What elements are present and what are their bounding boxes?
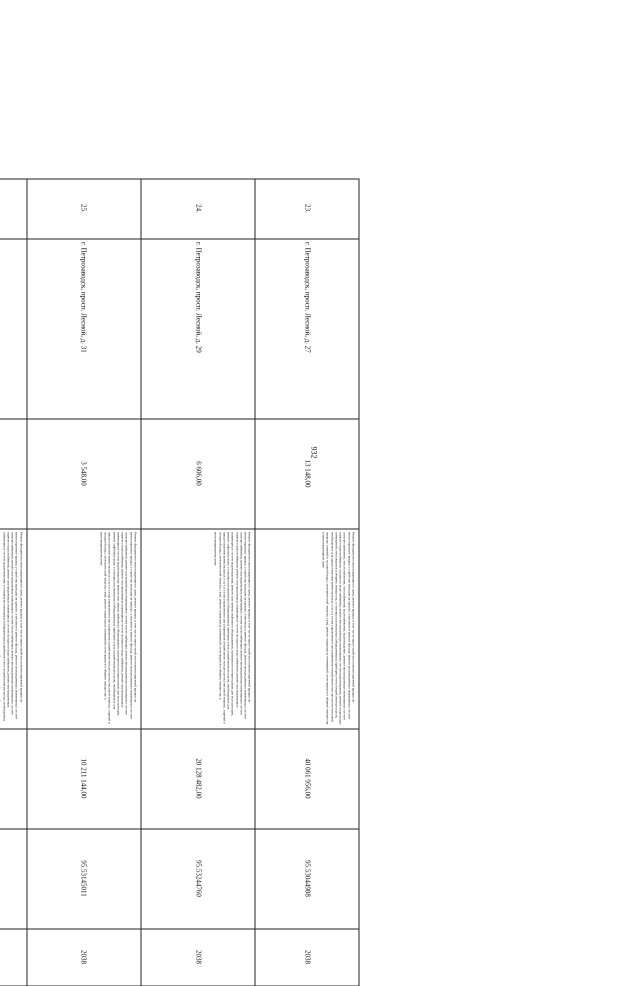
address-cell: г. Петрозаводск, просп. Лесной, д. 31 <box>27 239 141 419</box>
cost-cell: 40 061 956,00 <box>255 729 359 829</box>
code-cell: 95.53044988 <box>255 829 359 929</box>
code-cell: 95.53244760 <box>141 829 255 929</box>
cost-cell: 20 128 482,00 <box>141 729 255 829</box>
address-cell: г. Петрозаводск, просп. Лесной, д. 29 <box>141 239 255 419</box>
year-cell <box>0 929 27 986</box>
row-number: 23. <box>255 179 359 239</box>
address-cell <box>0 239 27 419</box>
row-number: 24. <box>141 179 255 239</box>
address-cell: г. Петрозаводск, просп. Лесной, д. 27 <box>255 239 359 419</box>
code-cell: 95.53145011 <box>27 829 141 929</box>
area-cell: 3 548,00 <box>27 419 141 529</box>
table-row <box>255 171 359 986</box>
table-row <box>141 171 255 986</box>
area-cell: 13 148,00 <box>255 419 359 529</box>
table-row <box>0 171 27 986</box>
repair-program-table <box>0 171 360 986</box>
year-cell: 2038 <box>27 929 141 986</box>
page-number: 932 <box>310 447 319 459</box>
rotated-table-container <box>0 171 360 986</box>
cost-cell: 10 211 144,00 <box>27 729 141 829</box>
code-cell <box>0 829 27 929</box>
works-cell: Ремонт фундамента многоквартирного дома, ремонт крыши, в том числе переустройство невентилируемой крыши на вентилируемую крышу, устройство выходов на кровлю, утепление и ремонт фасада, ремонт внутридомовых инженерных систем электроснабжения, ремонт внутридомовых инженерных систем теплоснабжения, ремонт внутридомовых инженерных систем горячего водоснабжения, ремонт внутридомовых инженерных систем холодного водоснабжения, ремонт внутридомовых инженерных систем водоотведения, ремонт или замена лифтового оборудования, признанного непригодным для эксплуатации, ремонт лифтовых шахт, установка коллективных (общедомовых) приборов учета потребления ресурсов, необходимых для предоставления коммунальных услуг, и узлов управления и регулирования потребления этих ресурсов (тепловой энергии, горячей и холодной воды, электрической энергии, газа), ремонт подвальных помещений, относящихся к общему имуществу в многоквартирном доме <box>141 529 255 729</box>
works-cell: Ремонт фундамента многоквартирного дома, ремонт крыши, в том числе переустройство невентилируемой крыши на вентилируемую крышу, устройство выходов на кровлю, утепление и ремонт фасада, ремонт внутридомовых инженерных систем электроснабжения, ремонт внутридомовых инженерных систем теплоснабжения, ремонт внутридомовых инженерных систем горячего водоснабжения, ремонт внутридомовых инженерных систем холодного водоснабжения, ремонт внутридомовых инженерных систем водоотведения, ремонт или замена лифтового оборудования, признанного непригодным для эксплуатации, ремонт лифтовых шахт, установка коллективных (общедомовых) приборов учета потребления ресурсов, необходимых для предоставления коммунальных услуг, и узлов управления и регулирования потребления этих ресурсов (тепловой энергии, горячей и холодной воды, электрической энергии, газа), ремонт подвальных помещений, относящихся к общему имуществу в многоквартирном доме <box>27 529 141 729</box>
works-cell: Ремонт фундамента многоквартирного дома, ремонт крыши, в том числе переустройство невентилируемой крыши на вентилируемую крышу, устройство выходов на кровлю, утепление и ремонт фасада, ремонт внутридомовых инженерных систем электроснабжения, ремонт внутридомовых инженерных систем теплоснабжения, ремонт внутридомовых инженерных систем горячего водоснабжения, ремонт внутридомовых инженерных систем холодного водоснабжения, ремонт внутридомовых инженерных систем водоотведения, установка коллективных (общедомовых) приборов учета потребления ресурсов, необходимых <box>0 529 27 729</box>
table-row <box>27 171 141 986</box>
works-cell: Ремонт фундамента многоквартирного дома, ремонт крыши, в том числе переустройство невентилируемой крыши на вентилируемую крышу, устройство выходов на кровлю, утепление и ремонт фасада, ремонт внутридомовых инженерных систем электроснабжения, теплоснабжения, газоснабжения, водоснабжения, водоотведения, ремонт внутридомовых инженерных систем горячего водоснабжения, холодного водоснабжения, ремонт внутридомовых инженерных систем водоотведения, ремонт подвальных помещений, относящихся к общему имуществу, установка коллективных (общедомовых) приборов учета потребления ресурсов, необходимых для предоставления коммунальных услуг, и узлов управления и регулирования потребления этих ресурсов (тепловой энергии, горячей и холодной воды, электрической энергии, газа), ремонт подвальных помещений, относящихся к общему имуществу в многоквартирном доме <box>255 529 359 729</box>
year-cell: 2038 <box>141 929 255 986</box>
area-cell: 6 606,00 <box>141 419 255 529</box>
cost-cell <box>0 729 27 829</box>
row-number: 25. <box>27 179 141 239</box>
area-cell <box>0 419 27 529</box>
year-cell: 2038 <box>255 929 359 986</box>
row-number <box>0 179 27 239</box>
